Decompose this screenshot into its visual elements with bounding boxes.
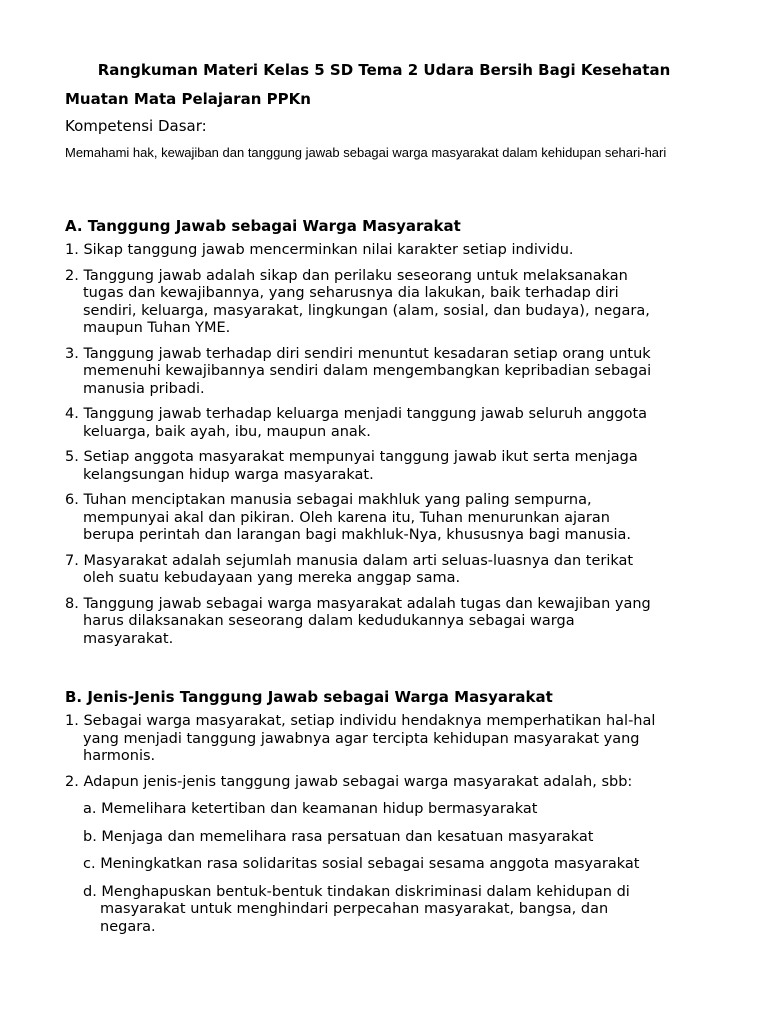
section-b-subitem-c: c. Meningkatkan rasa solidaritas sosial sebagai sesama anggota masyarakat (83, 856, 640, 872)
section-b-heading: B. Jenis-Jenis Tanggung Jawab sebagai Warga Masyarakat (65, 688, 553, 706)
section-a-item-4: 4. Tanggung jawab terhadap keluarga menjadi tanggung jawab seluruh anggota keluarga, baik ayah, ibu, maupun anak. (65, 406, 648, 440)
section-a-item-6: 6. Tuhan menciptakan manusia sebagai makhluk yang paling sempurna, mempunyai akal dan pikiran. Oleh karena itu, Tuhan menurunkan ajaran berupa perintah dan larangan bagi makhluk-Nya, khususnya bagi manusia. (65, 492, 632, 543)
section-b-item-2: 2. Adapun jenis-jenis tanggung jawab sebagai warga masyarakat adalah, sbb: (65, 773, 633, 790)
competency-text: Memahami hak, kewajiban dan tanggung jawab sebagai warga masyarakat dalam kehidupan sehari-hari (65, 145, 667, 160)
section-b-subitem-a: a. Memelihara ketertiban dan keamanan hidup bermasyarakat (83, 801, 538, 817)
section-a-heading: A. Tanggung Jawab sebagai Warga Masyarakat (65, 217, 461, 235)
section-a (65, 216, 715, 656)
section-a-item-7: 7. Masyarakat adalah sejumlah manusia dalam arti seluas-luasnya dan terikat oleh suatu kebudayaan yang mereka anggap sama. (65, 552, 634, 586)
subject-heading: Muatan Mata Pelajaran PPKn (65, 90, 311, 108)
section-a-item-2: 2. Tanggung jawab adalah sikap dan perilaku seseorang untuk melaksanakan tugas dan kewajibannya, yang seharusnya dia lakukan, baik terhadap diri sendiri, keluarga, masyarakat, lingkungan (alam, sosial, dan budaya), negara, maupun Tuhan YME. (65, 267, 650, 336)
section-a-item-8: 8. Tanggung jawab sebagai warga masyarakat adalah tugas dan kewajiban yang harus dilaksanakan seseorang dalam kedudukannya sebagai warga masyarakat. (65, 595, 651, 647)
section-a-item-3: 3. Tanggung jawab terhadap diri sendiri menuntut kesadaran setiap orang untuk memenuhi kewajibannya sendiri dalam mengembangkan kepribadian sebagai manusia pribadi. (65, 345, 652, 397)
section-b (65, 687, 715, 946)
section-a-item-1: 1. Sikap tanggung jawab mencerminkan nilai karakter setiap individu. (65, 242, 574, 258)
section-a-item-5: 5. Setiap anggota masyarakat mempunyai tanggung jawab ikut serta menjaga kelangsungan hidup warga masyarakat. (65, 449, 638, 483)
competency-label: Kompetensi Dasar: (65, 117, 207, 135)
document-title: Rangkuman Materi Kelas 5 SD Tema 2 Udara Bersih Bagi Kesehatan (97, 61, 671, 79)
section-b-item-1: 1. Sebagai warga masyarakat, setiap individu hendaknya memperhatikan hal-hal yang menjadi tanggung jawabnya agar tercipta kehidupan masyarakat yang harmonis. (65, 713, 656, 764)
section-b-subitem-b: b. Menjaga dan memelihara rasa persatuan dan kesatuan masyarakat (83, 828, 594, 845)
section-b-subitem-d: d. Menghapuskan bentuk-bentuk tindakan diskriminasi dalam kehidupan di masyarakat untuk menghindari perpecahan masyarakat, bangsa, dan negara. (83, 883, 630, 935)
